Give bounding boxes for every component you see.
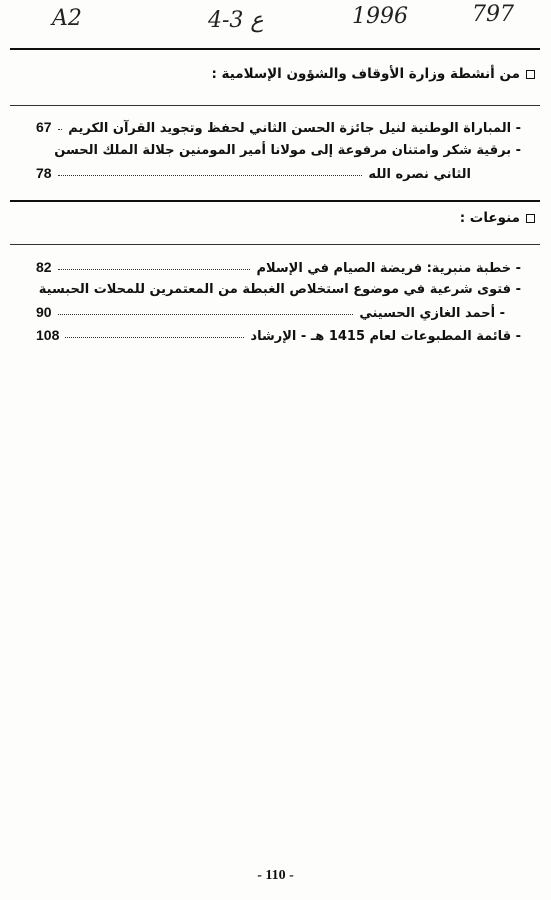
section-title-misc: [460, 210, 535, 226]
handwritten-code: A2: [52, 6, 82, 31]
toc-page-number: 90: [36, 304, 52, 320]
section-rule: [10, 200, 540, 202]
section-title-ministry: [211, 66, 535, 82]
section-title-text: منوعات :: [459, 210, 520, 226]
toc-page-number: 67: [36, 119, 52, 135]
toc-page-number: 82: [36, 259, 52, 275]
dot-leader: [58, 255, 251, 270]
toc-page-number: 78: [36, 165, 52, 181]
dot-leader: [58, 115, 63, 130]
toc-entry-continuation: [36, 301, 505, 323]
toc-entry: [36, 324, 521, 346]
toc-entry-continuation: [36, 162, 471, 184]
page-number-footer: - 110 -: [257, 868, 294, 883]
toc-entry-text: - أحمد الغازي الحسيني: [359, 306, 505, 321]
section-divider: [10, 244, 540, 245]
toc-entry: [36, 279, 521, 301]
toc-entry-text: الثاني نصره الله: [368, 167, 471, 182]
dot-leader: [58, 161, 363, 176]
toc-entry-text: - برقية شكر وامتنان مرفوعة إلى مولانا أمير المومنين جلالة الملك الحسن: [54, 143, 521, 158]
handwritten-number: 797: [472, 2, 514, 27]
handwritten-ref: 4-3 ع: [208, 8, 264, 33]
toc-page-number: 108: [36, 327, 60, 343]
toc-entry-text: - خطبة منبرية: فريضة الصيام في الإسلام: [256, 261, 521, 276]
toc-entry: [36, 140, 521, 162]
handwritten-year: 1996: [352, 4, 408, 29]
checkbox-square-icon: [526, 214, 535, 223]
section-divider: [10, 105, 540, 106]
toc-entry: [36, 116, 521, 138]
section-title-text: من أنشطة وزارة الأوقاف والشؤون الإسلامية :: [211, 66, 520, 82]
dot-leader: [58, 300, 354, 315]
toc-entry-text: - فتوى شرعية في موضوع استخلاص الغبطة من المعتمرين للمحلات الحبسية: [38, 282, 521, 297]
top-rule: [10, 48, 540, 50]
checkbox-square-icon: [526, 70, 535, 79]
dot-leader: [65, 323, 244, 338]
toc-entry-text: - المباراة الوطنية لنيل جائزة الحسن الثاني لحفظ وتجويد القرآن الكريم: [68, 121, 521, 136]
toc-entry: [36, 256, 521, 278]
toc-entry-text: - قائمة المطبوعات لعام 1415 هـ - الإرشاد: [250, 329, 521, 344]
